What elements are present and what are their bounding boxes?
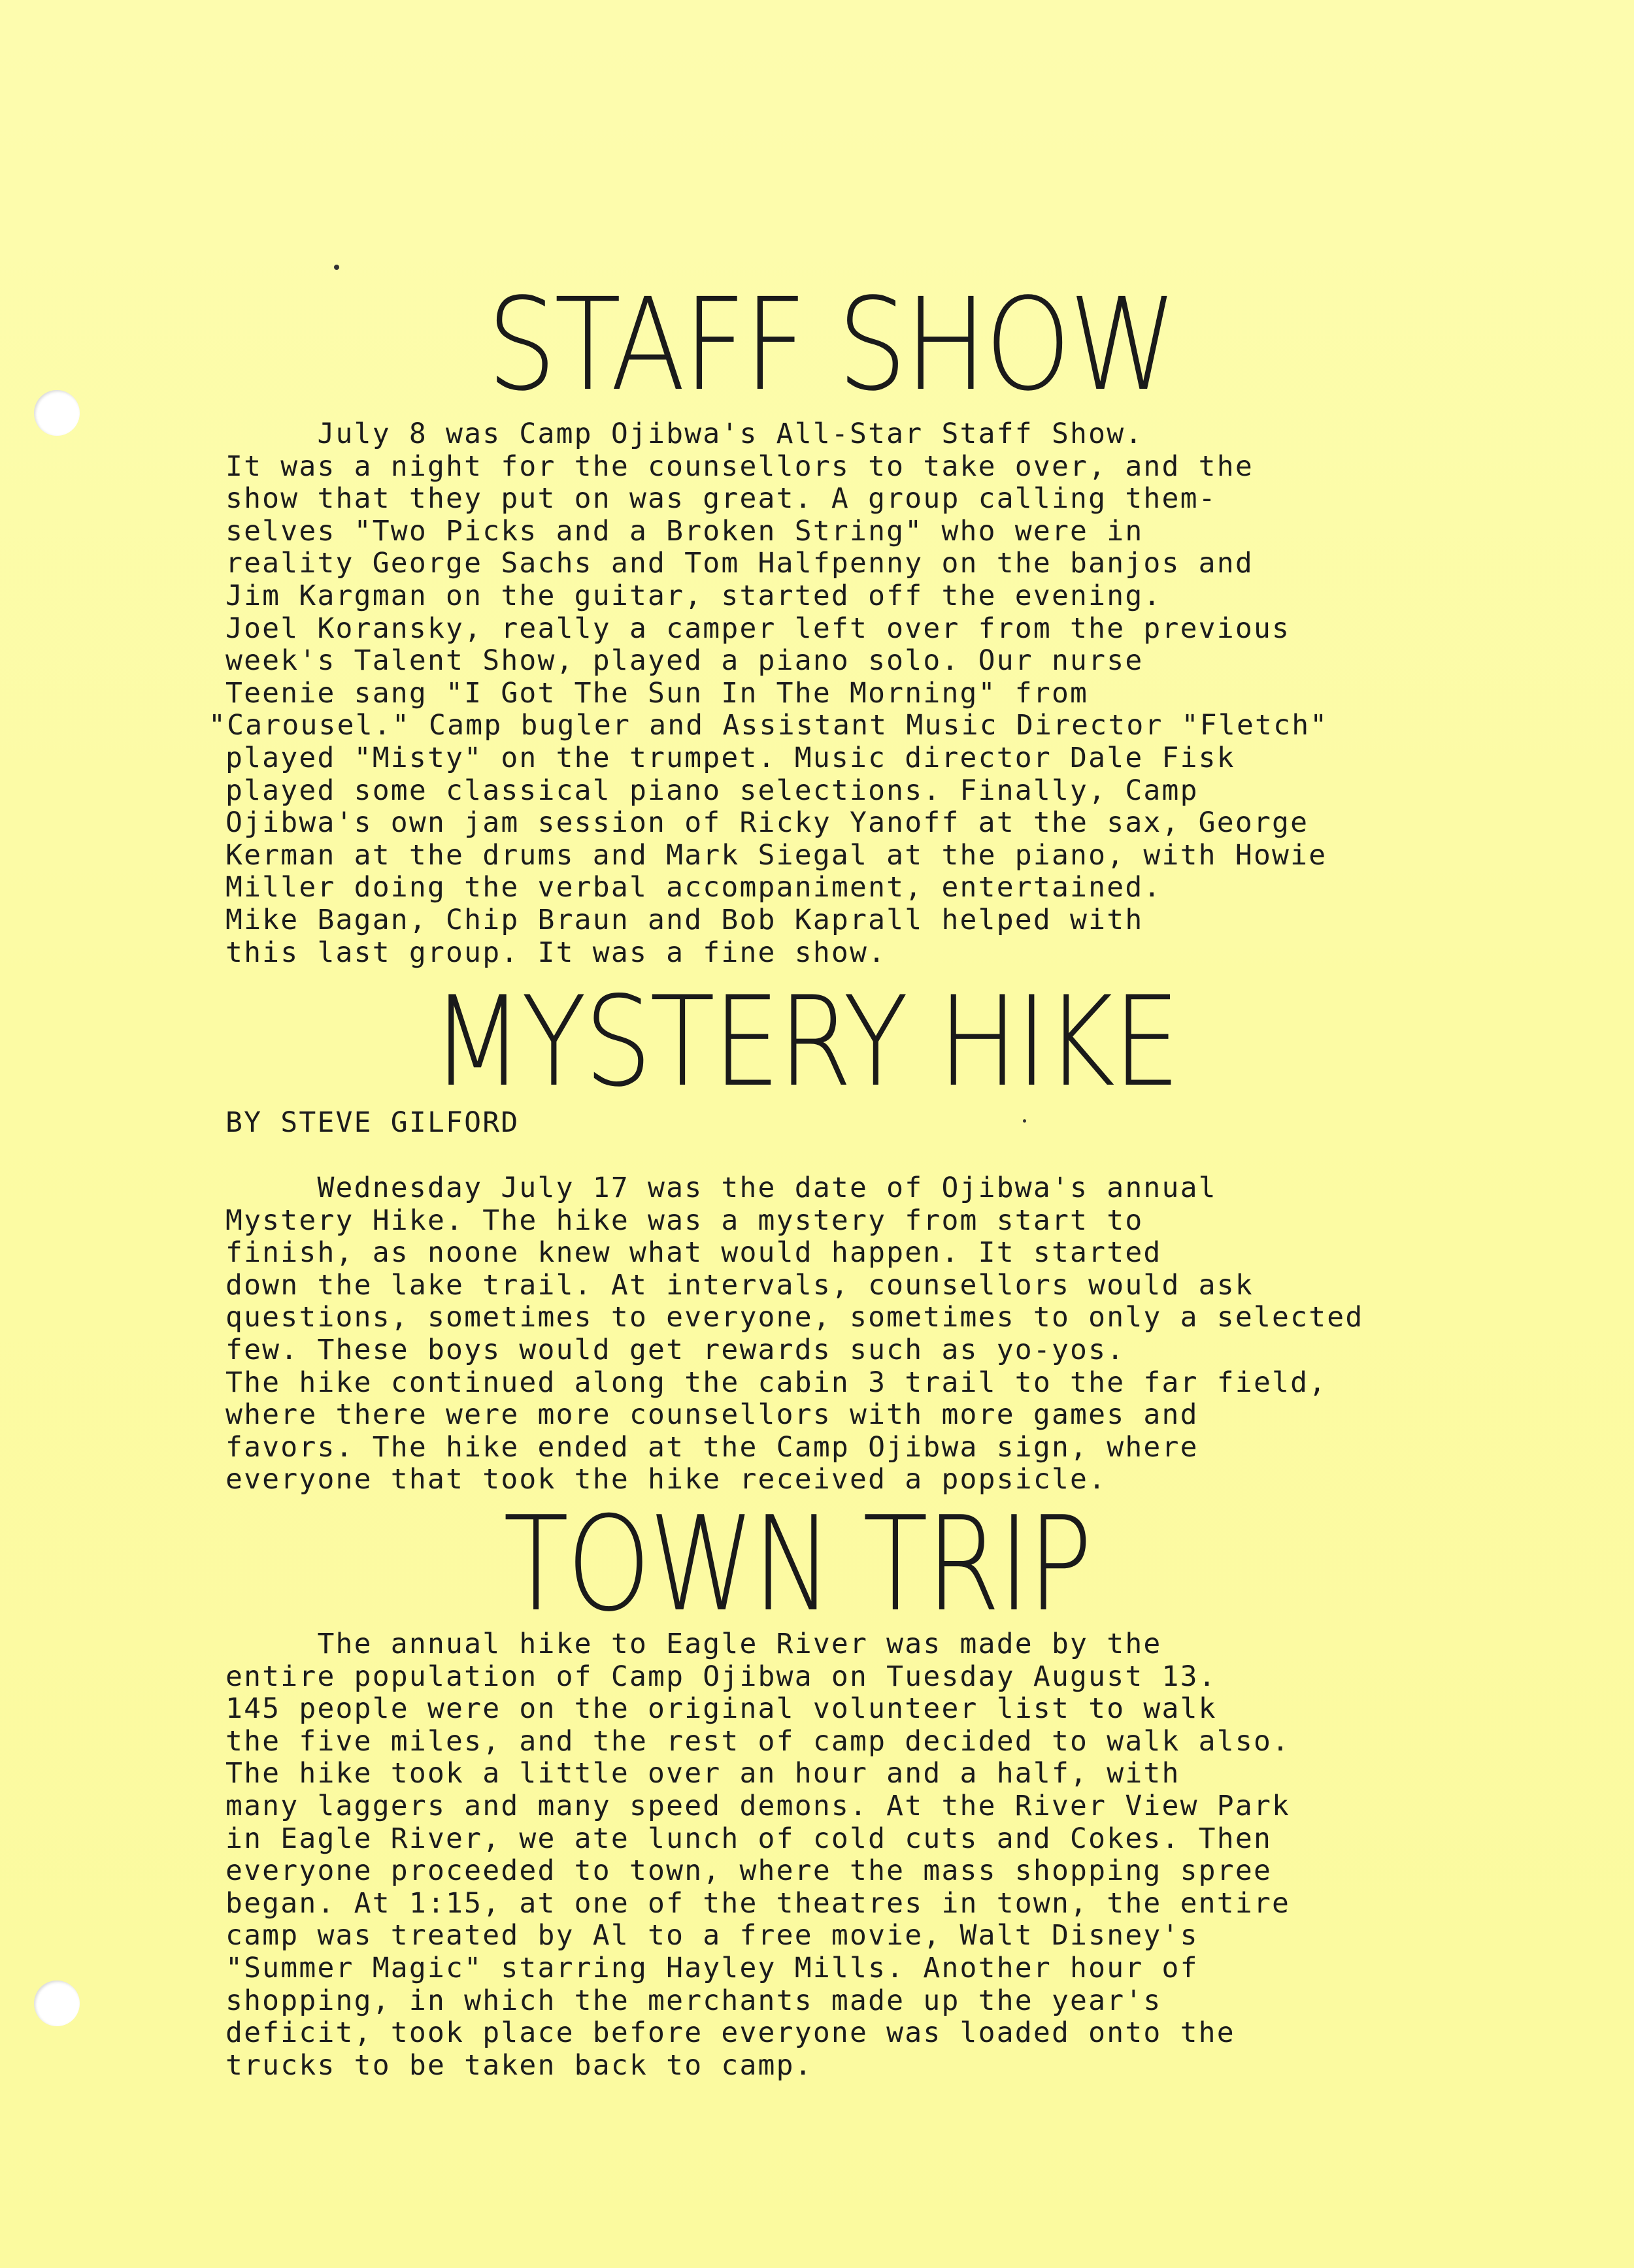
- town-trip-heading: TOWN TRIP: [503, 1488, 1091, 1641]
- article-line: "Summer Magic" starring Hayley Mills. Another hour of: [225, 1951, 1199, 1984]
- article-line: Miller doing the verbal accompaniment, entertained.: [225, 871, 1162, 904]
- article-line: trucks to be taken back to camp.: [225, 2048, 813, 2082]
- article-line: The annual hike to Eagle River was made by the: [225, 1628, 1162, 1660]
- punch-hole: [34, 1980, 80, 2026]
- article-line: few. These boys would get rewards such as yo-yos.: [225, 1333, 1125, 1366]
- mystery-hike-heading: MYSTERY HIKE: [431, 970, 1178, 1114]
- article-line: began. At 1:15, at one of the theatres in town, the entire: [225, 1886, 1291, 1920]
- article-line: down the lake trail. At intervals, counsellors would ask: [225, 1268, 1254, 1302]
- article-line: Ojibwa's own jam session of Ricky Yanoff at the sax, George: [225, 806, 1309, 840]
- article-line: Joel Koransky, really a camper left over from the previous: [225, 612, 1291, 645]
- article-line: Mystery Hike. The hike was a mystery from start to: [225, 1204, 1144, 1237]
- article-line: favors. The hike ended at the Camp Ojibwa sign, where: [225, 1430, 1199, 1464]
- staff-show-article: [208, 418, 1533, 969]
- town-trip-article: [225, 1628, 1533, 2082]
- article-line: Jim Kargman on the guitar, started off the evening.: [225, 579, 1162, 612]
- article-line: shopping, in which the merchants made up the year's: [225, 1984, 1162, 2017]
- article-line: The hike took a little over an hour and a half, with: [225, 1757, 1180, 1790]
- article-line: Mike Bagan, Chip Braun and Bob Kaprall helped with: [225, 903, 1144, 936]
- article-line: played "Misty" on the trumpet. Music director Dale Fisk: [225, 741, 1235, 774]
- article-line: the five miles, and the rest of camp decided to walk also.: [225, 1724, 1291, 1758]
- article-line: everyone proceeded to town, where the mass shopping spree: [225, 1854, 1273, 1888]
- article-line: camp was treated by Al to a free movie, Walt Disney's: [225, 1919, 1199, 1952]
- article-line: where there were more counsellors with more games and: [225, 1398, 1199, 1432]
- article-line: in Eagle River, we ate lunch of cold cuts and Cokes. Then: [225, 1822, 1273, 1855]
- article-line: this last group. It was a fine show.: [225, 936, 887, 969]
- article-line: entire population of Camp Ojibwa on Tuesday August 13.: [225, 1660, 1217, 1693]
- article-line: many laggers and many speed demons. At the River View Park: [225, 1789, 1291, 1822]
- ink-speck: [334, 265, 339, 270]
- article-line: finish, as noone knew what would happen. It started: [225, 1236, 1162, 1270]
- mystery-hike-article: [225, 1172, 1533, 1496]
- article-line: played some classical piano selections. Finally, Camp: [225, 774, 1199, 807]
- article-line: The hike continued along the cabin 3 trail to the far field,: [225, 1366, 1327, 1399]
- article-line: Wednesday July 17 was the date of Ojibwa's annual: [225, 1172, 1217, 1204]
- article-line: It was a night for the counsellors to take over, and the: [225, 450, 1254, 483]
- article-line: 145 people were on the original volunteer list to walk: [225, 1692, 1217, 1726]
- article-line: July 8 was Camp Ojibwa's All-Star Staff Show.: [225, 418, 1144, 450]
- article-line: questions, sometimes to everyone, sometimes to only a selected: [225, 1301, 1364, 1334]
- article-line: week's Talent Show, played a piano solo. Our nurse: [225, 644, 1144, 678]
- staff-show-heading: STAFF SHOW: [487, 271, 1175, 419]
- article-line: selves "Two Picks and a Broken String" who were in: [225, 514, 1144, 548]
- article-line: reality George Sachs and Tom Halfpenny on the banjos and: [225, 547, 1254, 580]
- article-line: deficit, took place before everyone was loaded onto the: [225, 2016, 1235, 2050]
- article-line: Teenie sang "I Got The Sun In The Morning" from: [225, 676, 1089, 710]
- article-line: everyone that took the hike received a popsicle.: [225, 1463, 1107, 1496]
- ink-speck: [1023, 1119, 1026, 1123]
- punch-hole: [34, 390, 80, 436]
- article-line: Kerman at the drums and Mark Siegal at the piano, with Howie: [225, 838, 1327, 872]
- article-line: show that they put on was great. A group calling them-: [225, 482, 1217, 516]
- article-line: "Carousel." Camp bugler and Assistant Music Director "Fletch": [208, 709, 1329, 742]
- byline: BY STEVE GILFORD: [225, 1106, 520, 1139]
